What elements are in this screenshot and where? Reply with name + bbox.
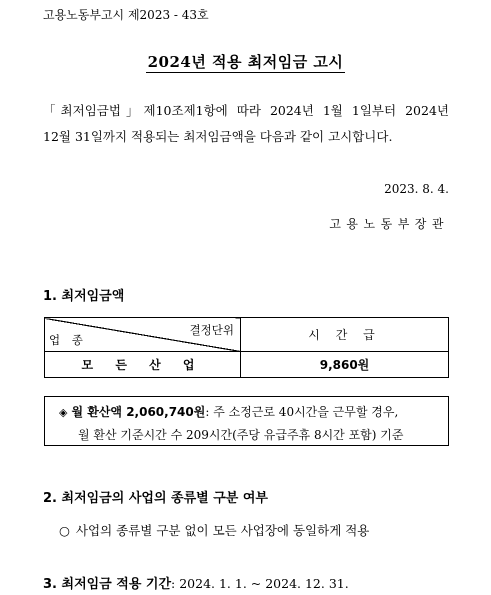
diamond-bullet-icon: ◈	[59, 406, 68, 419]
section-3-period: : 2024. 1. 1. ~ 2024. 12. 31.	[171, 576, 349, 591]
document-title	[0, 51, 491, 72]
hourly-wage-cell: 9,860원	[241, 352, 449, 378]
note-line-2: 월 환산 기준시간 수 209시간(주당 유급주휴 8시간 포함) 기준	[78, 428, 404, 442]
section-2-heading: 2. 최저임금의 사업의 종류별 구분 여부	[43, 491, 268, 506]
section-3-heading	[43, 573, 349, 592]
note-line-1-rest: : 주 소정근로 40시간을 근무할 경우,	[205, 405, 399, 419]
table-row	[45, 352, 449, 378]
notice-date: 2023. 8. 4.	[384, 182, 449, 196]
section-3-heading-text: 3. 최저임금 적용 기간	[43, 577, 172, 592]
header-unit-label: 결정단위	[189, 323, 234, 337]
circle-bullet-icon: ○	[59, 523, 70, 538]
note-monthly-amount: 월 환산액 2,060,740원	[71, 405, 206, 419]
section-1-heading: 1. 최저임금액	[43, 289, 125, 304]
body-line-2: 12월 31일까지 적용되는 최저임금액을 다음과 같이 고시합니다.	[43, 129, 393, 144]
industry-cell: 모 든 산 업	[45, 352, 241, 378]
ministry-signature: 고용노동부장관	[329, 217, 449, 231]
section-2-item	[59, 521, 369, 539]
header-hourly-wage: 시 간 급	[241, 318, 449, 352]
body-line-1: 「최저임금법」제10조제1항에 따라 2024년 1월 1일부터 2024년	[43, 103, 449, 118]
document-title-text: 2024년 적용 최저임금 고시	[147, 53, 344, 71]
table-header-diagonal-cell	[45, 318, 241, 352]
notice-number: 고용노동부고시 제2023 - 43호	[43, 8, 209, 22]
monthly-equivalent-note	[44, 396, 449, 446]
header-industry-label: 업 종	[49, 333, 87, 347]
note-line-1	[59, 403, 398, 420]
section-2-item-text: 사업의 종류별 구분 없이 모든 사업장에 동일하게 적용	[75, 523, 370, 538]
minimum-wage-table	[44, 317, 449, 378]
